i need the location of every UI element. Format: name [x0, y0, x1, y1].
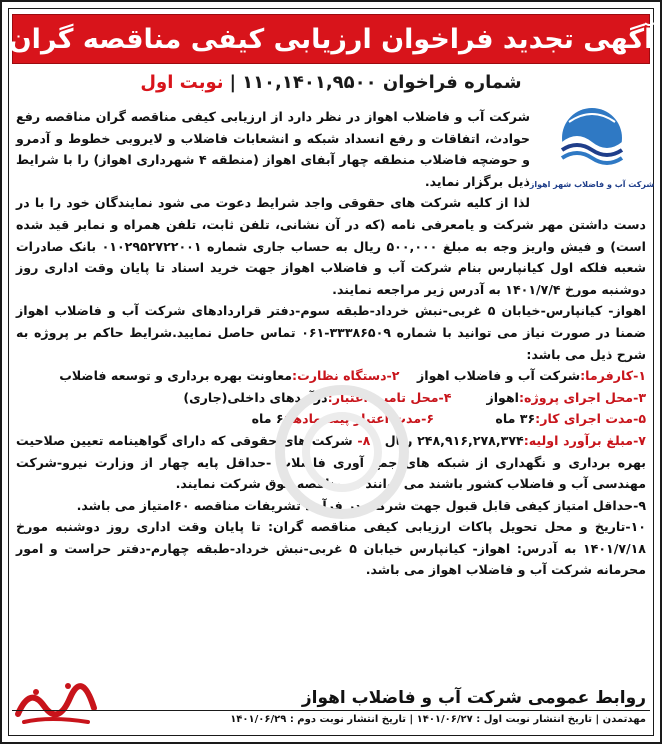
watermark-logo-icon	[152, 382, 532, 522]
condition-5-value: ۳۶ ماه	[495, 411, 536, 427]
footer-divider	[12, 710, 650, 711]
condition-7-value: ۲۴۸,۹۱۶,۲۷۸,۳۷۴ ریال	[384, 432, 524, 448]
condition-6-value: ۶ ماه	[251, 411, 284, 427]
condition-4-label: ۴-محل تامین اعتبار:	[327, 389, 452, 405]
notice-title: آگهی تجدید فراخوان ارزیابی کیفی مناقصه گران	[8, 23, 654, 55]
company-logo	[529, 102, 655, 198]
notice-subtitle	[12, 68, 650, 96]
condition-8-label: ۸-	[352, 432, 371, 448]
condition-5-label: ۵-مدت اجرای کار:	[535, 411, 646, 427]
condition-2-value: معاونت بهره برداری و توسعه فاضلاب	[59, 368, 293, 384]
condition-3-value: اهواز	[486, 389, 519, 405]
publication-info: مهدتمدن | تاریخ انتشار نوبت اول : ۱۴۰۱/۰۶/۲۷ | تاریخ انتشار نوبت دوم : ۱۴۰۱/۰۶/۲۹	[230, 714, 646, 725]
first-publication-date: تاریخ انتشار نوبت اول : ۱۴۰۱/۰۶/۲۷	[416, 714, 593, 725]
notice-number: شماره فراخوان ۱۱۰,۱۴۰۱,۹۵۰۰	[242, 71, 522, 93]
condition-7-label: ۷-مبلغ برآورد اولیه:	[523, 432, 646, 448]
issuer-signature: روابط عمومی شرکت آب و فاضلاب اهواز	[301, 688, 646, 708]
title-banner	[8, 14, 654, 64]
second-publication-date: تاریخ انتشار نوبت دوم : ۱۴۰۱/۰۶/۲۹	[230, 714, 406, 725]
notice-round: نوبت اول	[140, 71, 224, 93]
condition-2-label: ۲-دستگاه نظارت:	[292, 368, 400, 384]
condition-6-label: ۶-مدت اعتبار پیشنهادها:	[283, 411, 435, 427]
logo-caption: شرکت آب و فاضلاب شهر اهواز	[529, 180, 655, 189]
condition-10: ۱۰-تاریخ و محل تحویل پاکات ارزیابی کیفی مناقصه گران: تا پایان وقت اداری روز دوشنبه مورخ ۱۴۰۱/۷/۱۸ به آدرس: اهواز- کیانپارس خیابان ۵ غربی-نبش خرداد-طبقه چهارم-دفتر حراست و امور محرمانه شرکت آب و فاضلاب اهواز می باشد.	[16, 519, 646, 578]
condition-1-value: شرکت آب و فاضلاب اهواز	[417, 368, 581, 384]
subtitle-separator: |	[229, 71, 237, 93]
condition-9: ۹-حداقل امتیاز کیفی قابل قبول جهت شرکت در فرآیند تشریفات مناقصه ۶۰امتیاز می باشد.	[76, 497, 646, 513]
condition-4-value: درآمدهای داخلی(جاری)	[183, 389, 328, 405]
condition-8-value: شرکت های حقوقی که دارای گواهینامه تعیین صلاحیت بهره برداری و نگهداری از شبکه های جمع آوری فاضلاب -حداقل پایه چهار از وزارت نیرو-شرکت مهندسی آب و فاضلاب کشور باشند می توانند در مناقصه فوق شرکت نمایند.	[16, 432, 646, 492]
condition-1-label: ۱-کارفرما:	[580, 368, 646, 384]
paragraph-invitation: لذا از کلیه شرکت های حقوقی واجد شرایط دعوت می شود نمایندگان خود را با در دست داشتن مهر شرکت و یامعرفی نامه (که در آن نشانی، تلفن ثابت، تلفن همراه و نمابر قید شده است) و فیش واریز وجه به مبلغ ۵۰۰,۰۰۰ ریال به حساب جاری شماره ۰۱۰۲۹۵۲۷۲۲۰۰۱ بانک صادرات شعبه فلکه اول کیانپارس بنام شرکت آب و فاضلاب اهواز جهت خرید اسناد تا پایان وقت اداری روز دوشنبه مورخ ۱۴۰۱/۷/۴ به آدرس زیر مراجعه نمایند.	[16, 195, 647, 297]
publisher-name: مهدتمدن	[602, 714, 646, 725]
water-drop-logo-icon	[557, 102, 627, 172]
paragraph-address: اهواز- کیانپارس-خیابان ۵ غربی-نبش خرداد-طبقه سوم-دفتر قراردادهای شرکت آب و فاضلاب اهواز ضمنا در صورت نیاز می توانید با شماره ۳۳۳۸۶۵۰۹-۰۶۱ تماس حاصل نمایید.شرایط حاکم بر پروژه به شرح ذیل می باشد:	[16, 303, 646, 362]
publisher-stamp-icon	[10, 672, 100, 732]
paragraph-intro: شرکت آب و فاضلاب اهواز در نظر دارد از ارزیابی کیفی مناقصه گران مناقصه رفع حوادث، اتفاقات و رفع انسداد شبکه و انشعابات فاضلاب و لایروبی خطوط و آدمرو و حوضچه فاضلاب منطقه چهار آبفای اهواز (منطقه ۴ شهرداری اهواز) را با شرایط ذیل برگزار نماید.	[16, 109, 530, 189]
condition-3-label: ۳-محل اجرای پروژه:	[519, 389, 646, 405]
